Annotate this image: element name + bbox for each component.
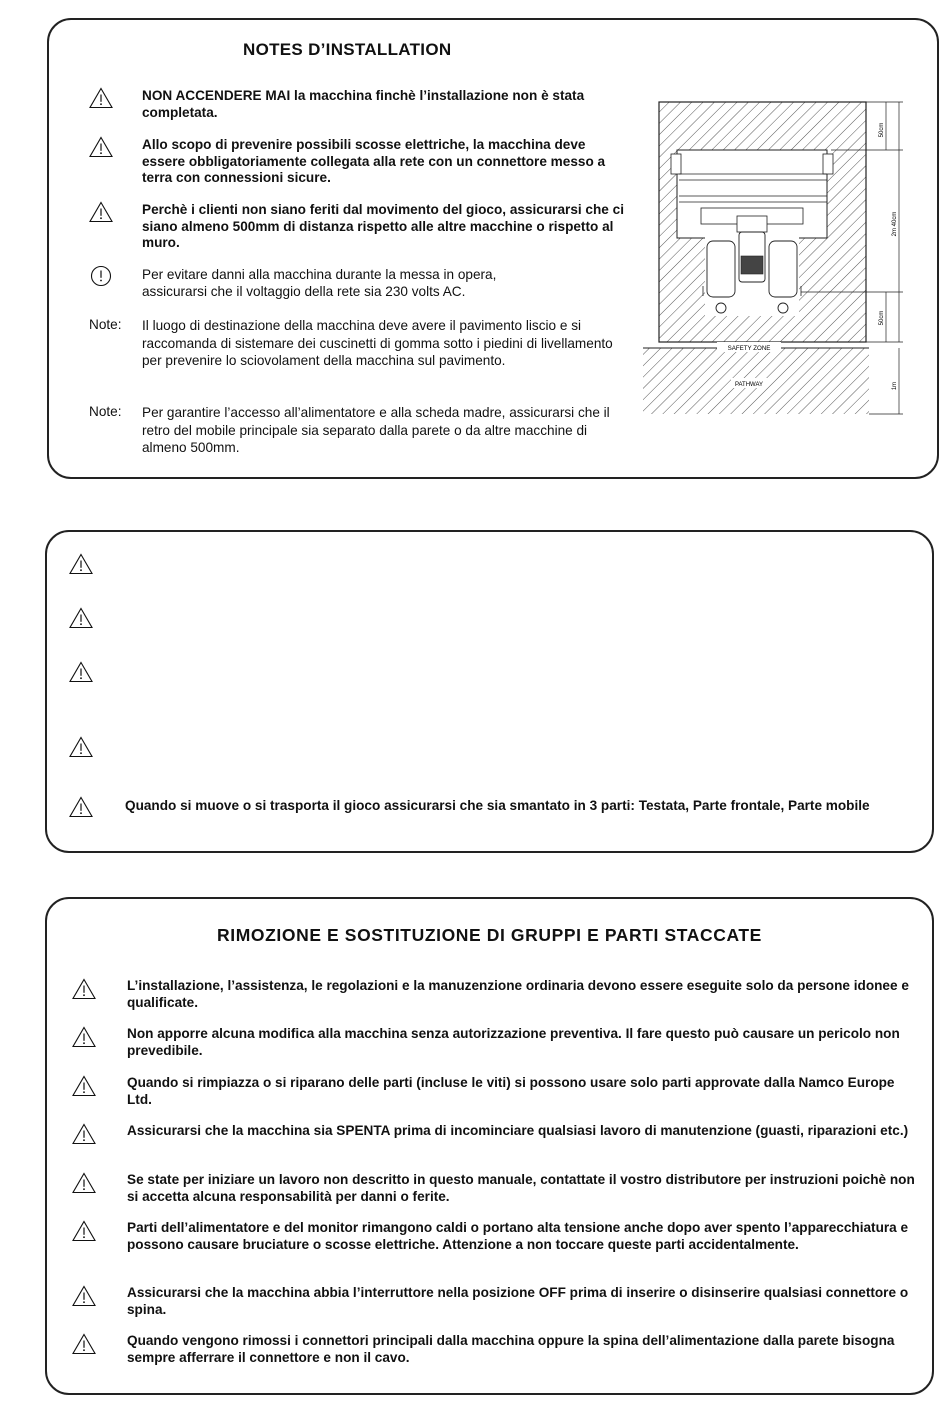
warning-icon	[72, 1172, 96, 1194]
warning-icon	[89, 201, 113, 223]
warning-icon	[72, 1333, 96, 1355]
dimension-bottom-label: 50cm	[879, 310, 885, 326]
removal-item: Quando vengono rimossi i connettori principali dalla macchina oppure la spina dell’alimentazione dalla parete bisogna sempre afferrare il connettore e non il cavo.	[127, 1333, 895, 1365]
warning-text: Allo scopo di prevenire possibili scosse elettriche, la macchina deve essere obbligatoriamente collegata alla rete con un connettore messo a terra con connessioni sicure.	[142, 137, 606, 185]
warning-icon	[72, 1220, 96, 1242]
installation-notes-panel	[47, 18, 939, 479]
removal-item: Assicurarsi che la macchina sia SPENTA prima di incominciare qualsiasi lavoro di manutenzione (guasti, riparazioni etc.)	[127, 1123, 909, 1138]
removal-item: L’installazione, l’assistenza, le regolazioni e la manuzenzione ordinaria devono essere eseguite solo da persone idonee e qualificate.	[127, 978, 909, 1010]
warning-icon	[89, 136, 113, 158]
removal-item: Parti dell’alimentatore e del monitor rimangono caldi o portano alta tensione anche dopo aver spento l’apparecchiatura e possono causare bruciature o scosse elettriche. Attenzione a non toccare queste parti accidentalmente.	[127, 1220, 909, 1252]
warning-text: NON ACCENDERE MAI la macchina finchè l’installazione non è stata completata.	[142, 88, 585, 120]
warning-icon	[72, 978, 96, 1000]
note-label: Note:	[89, 404, 122, 419]
caution-icon	[89, 265, 113, 287]
installation-title: NOTES D’INSTALLATION	[243, 40, 452, 59]
dimension-path-label: 1m	[892, 381, 898, 391]
caution-text: Per evitare danni alla macchina durante la messa in opera, assicurarsi che il voltaggio della rete sia 230 volts AC.	[142, 267, 497, 299]
note-text: Il luogo di destinazione della macchina deve avere il pavimento liscio e si raccomanda di sistemare dei cuscinetti di gomma sotto i piedini di livellamento per prevenire lo sciovolament della macchina sul pavimento.	[142, 318, 613, 368]
warning-text: Perchè i clienti non siano feriti dal movimento del gioco, assicurarsi che ci siano almeno 500mm di distanza rispetto alle altre macchine o rispetto al muro.	[142, 202, 624, 250]
warning-icon	[69, 607, 93, 629]
transport-text: Quando si muove o si trasporta il gioco assicurarsi che sia smantato in 3 parti: Testata, Parte frontale, Parte mobile	[125, 798, 870, 813]
warning-icon	[72, 1026, 96, 1048]
warning-icon	[72, 1075, 96, 1097]
removal-item: Se state per iniziare un lavoro non descritto in questo manuale, contattate il vostro distributore per instruzioni poichè non si accetta alcuna responsabilità per danni o ferite.	[127, 1172, 915, 1204]
warning-icon	[89, 87, 113, 109]
warning-icon	[69, 661, 93, 683]
removal-item: Non apporre alcuna modifica alla macchina senza autorizzazione preventiva. Il fare questo può causare un pericolo non prevedibile.	[127, 1026, 900, 1058]
removal-item: Assicurarsi che la macchina abbia l’interruttore nella posizione OFF prima di inserire o disinserire qualsiasi connettore o spina.	[127, 1285, 909, 1317]
dimension-total-label: 2m 40cm	[892, 211, 898, 237]
note-text: Per garantire l’accesso all’alimentatore e alla scheda madre, assicurarsi che il retro del mobile principale sia separato dalla parete o da altre macchine di almeno 500mm.	[142, 405, 610, 455]
dimension-top-label: 50cm	[879, 122, 885, 138]
warning-icon	[72, 1123, 96, 1145]
warning-icon	[69, 796, 93, 818]
warning-icon	[69, 553, 93, 575]
removal-panel	[45, 897, 934, 1395]
warning-icon	[72, 1285, 96, 1307]
installation-diagram	[641, 96, 928, 432]
transport-panel	[45, 530, 934, 853]
removal-title: RIMOZIONE E SOSTITUZIONE DI GRUPPI E PARTI STACCATE	[217, 925, 762, 945]
removal-item: Quando si rimpiazza o si riparano delle parti (incluse le viti) si possono usare solo parti approvate dalla Namco Europe Ltd.	[127, 1075, 895, 1107]
pathway-label: PATHWAY	[734, 382, 764, 388]
note-label: Note:	[89, 317, 122, 332]
warning-icon	[69, 736, 93, 758]
safety-zone-label: SAFETY ZONE	[727, 345, 771, 352]
